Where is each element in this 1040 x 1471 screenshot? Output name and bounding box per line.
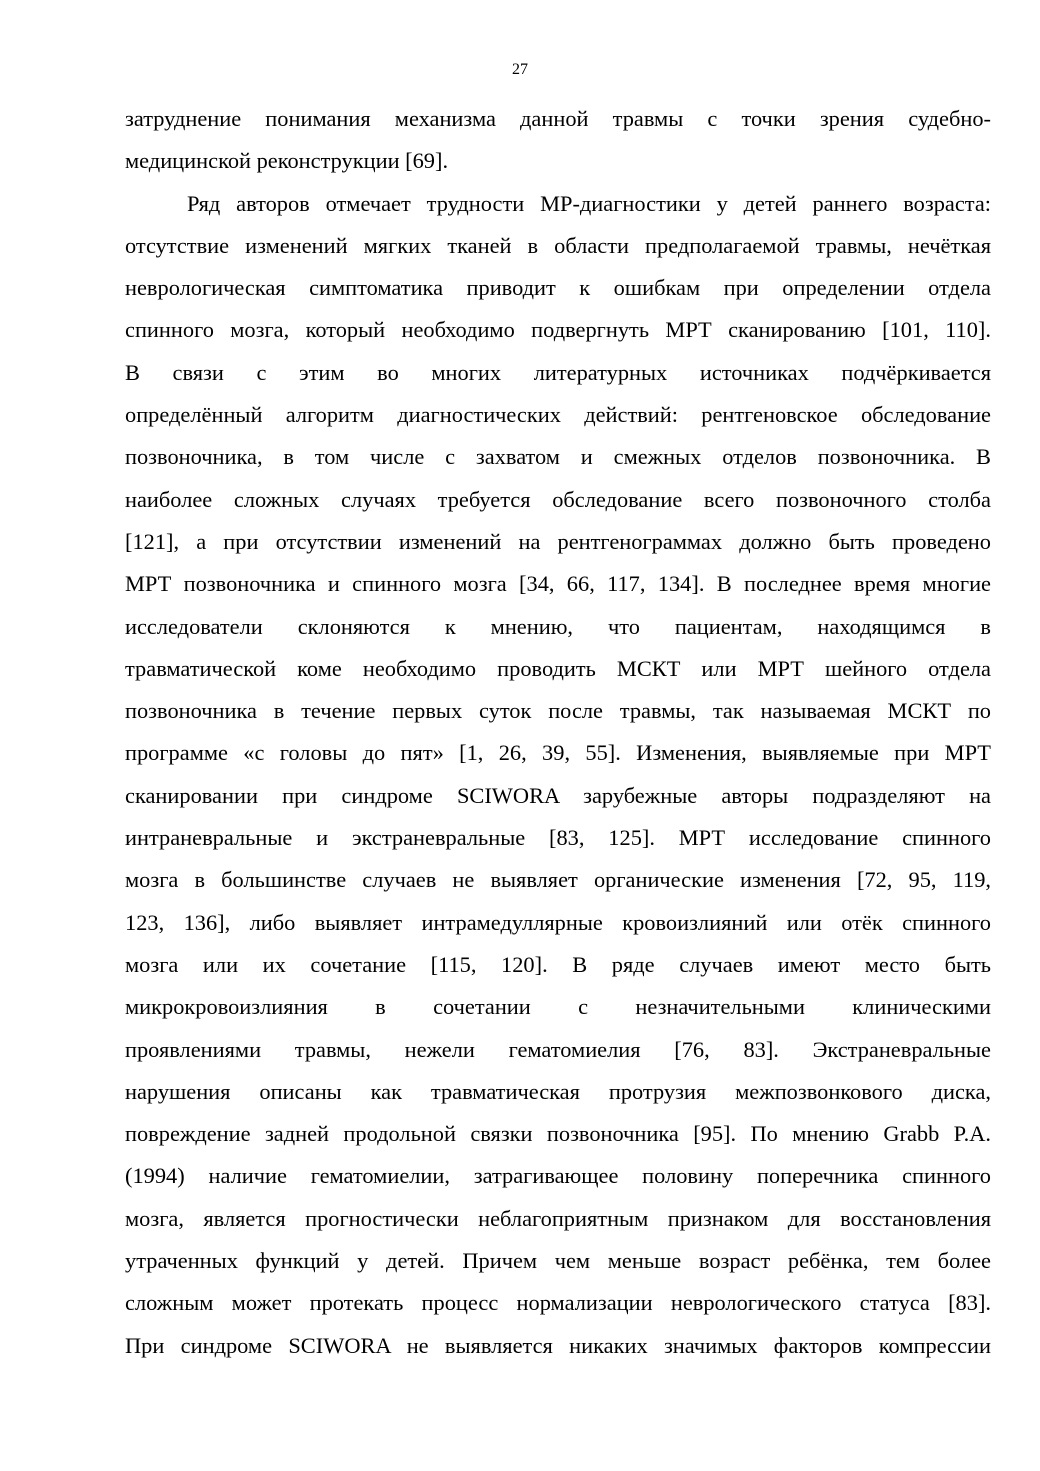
text-line: (1994) наличие гематомиелии, затрагивающее половину поперечника спинного [125, 1163, 991, 1189]
text-line: повреждение задней продольной связки позвоночника [95]. По мнению Grabb P.A. [125, 1121, 991, 1147]
text-line: сканировании при синдроме SCIWORA зарубежные авторы подразделяют на [125, 782, 991, 808]
body-text [125, 98, 991, 1367]
text-line: наиболее сложных случаях требуется обследование всего позвоночного столба [125, 486, 991, 512]
text-line: утраченных функций у детей. Причем чем меньше возраст ребёнка, тем более [125, 1248, 991, 1274]
text-line: программе «с головы до пят» [1, 26, 39, 55]. Изменения, выявляемые при МРТ [125, 740, 991, 766]
text-line: исследователи склоняются к мнению, что пациентам, находящимся в [125, 613, 991, 639]
text-line: позвоночника в течение первых суток после травмы, так называемая МСКТ по [125, 698, 991, 724]
text-line: медицинской реконструкции [69]. [125, 148, 449, 174]
text-line: затруднение понимания механизма данной травмы с точки зрения судебно- [125, 106, 991, 131]
text-line: 123, 136], либо выявляет интрамедуллярные кровоизлияний или отёк спинного [125, 909, 991, 935]
page-number: 27 [512, 61, 528, 78]
text-line: [121], а при отсутствии изменений на рентгенограммах должно быть проведено [125, 528, 991, 554]
text-line: интраневральные и экстраневральные [83, 125]. МРТ исследование спинного [125, 825, 991, 851]
text-line: неврологическая симптоматика приводит к ошибкам при определении отдела [125, 275, 991, 301]
text-line: В связи с этим во многих литературных источниках подчёркивается [125, 359, 991, 385]
text-line: сложным может протекать процесс нормализации неврологического статуса [83]. [125, 1290, 991, 1316]
text-line: позвоночника, в том числе с захватом и смежных отделов позвоночника. В [125, 444, 991, 470]
text-line: мозга, является прогностически неблагоприятным признаком для восстановления [125, 1205, 991, 1231]
text-line: Ряд авторов отмечает трудности МР-диагностики у детей раннего возраста: [187, 190, 991, 216]
text-line: При синдроме SCIWORA не выявляется никаких значимых факторов компрессии [125, 1332, 991, 1358]
text-line: отсутствие изменений мягких тканей в области предполагаемой травмы, нечёткая [125, 232, 991, 258]
text-line: микрокровоизлияния в сочетании с незначительными клиническими [125, 994, 991, 1020]
text-line: МРТ позвоночника и спинного мозга [34, 66, 117, 134]. В последнее время многие [125, 571, 991, 597]
text-line: мозга в большинстве случаев не выявляет органические изменения [72, 95, 119, [125, 867, 991, 893]
text-line: мозга или их сочетание [115, 120]. В ряде случаев имеют место быть [125, 951, 991, 977]
text-line: проявлениями травмы, нежели гематомиелия [76, 83]. Экстраневральные [125, 1036, 991, 1062]
text-line: травматической коме необходимо проводить МСКТ или МРТ шейного отдела [125, 655, 991, 681]
text-line: определённый алгоритм диагностических действий: рентгеновское обследование [125, 402, 991, 428]
text-line: нарушения описаны как травматическая протрузия межпозвонкового диска, [125, 1078, 991, 1104]
text-line: спинного мозга, который необходимо подвергнуть МРТ сканированию [101, 110]. [125, 317, 991, 343]
